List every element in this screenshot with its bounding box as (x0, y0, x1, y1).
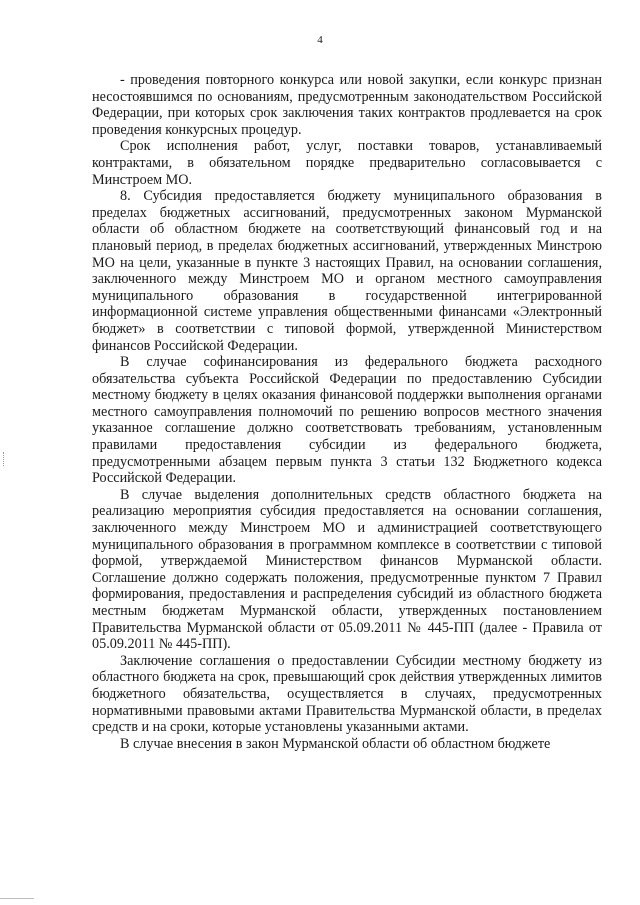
paragraph-repeat-tender: - проведения повторного конкурса или новой закупки, если конкурс признан несостоявшимся по основаниям, предусмотренным законодательством Российской Федерации, при которых срок заключения таких контрактов продлевается на срок проведения конкурсных процедур. (92, 72, 602, 138)
paragraph-law-amendment: В случае внесения в закон Мурманской области об областном бюджете (120, 735, 551, 752)
document-body (92, 72, 602, 752)
paragraph-work-deadline: Срок исполнения работ, услуг, поставки товаров, устанавливаемый контрактами, в обязательном порядке предварительно согласовывается с Минстроем МО. (92, 138, 602, 188)
paragraph-additional-funds: В случае выделения дополнительных средств областного бюджета на реализацию мероприятия субсидия предоставляется на основании соглашения, заключенного между Минстроем МО и администрацией соответствующего муниципального образования в программном комплексе в соответствии с типовой формой, утверждаемой Министерством финансов Мурманской области. Соглашение должно содержать положения, предусмотренные пунктом 7 Правил формирования, предоставления и распределения субсидий из областного бюджета местным бюджетам Мурманской области, утвержденных постановлением Правительства Мурманской области от 05.09.2011 № 445-ПП (далее - Правила от 05.09.2011 № 445-ПП). (92, 486, 602, 653)
scan-bottom-mark (0, 898, 34, 899)
paragraph-federal-cofinancing: В случае софинансирования из федерального бюджета расходного обязательства субъекта Российской Федерации по предоставлению Субсидии местному бюджету в целях оказания финансовой поддержки выполнения органами местного самоуправления полномочий по решению вопросов местного значения указанное соглашение должно соответствовать требованиям, установленным правилами предоставления субсидии из федерального бюджета, предусмотренными абзацем первым пункта 3 статьи 132 Бюджетного кодекса Российской Федерации. (92, 354, 602, 487)
paragraph-clause-8: 8. Субсидия предоставляется бюджету муниципального образования в пределах бюджетных ассигнований, предусмотренных законом Мурманской области об областном бюджете на соответствующий финансовый год и на плановый период, в пределах бюджетных ассигнований, утвержденных Минстрою МО на цели, указанные в пункте 3 настоящих Правил, на основании соглашения, заключенного между Минстроем МО и органом местного самоуправления муниципального образования в государственной интегрированной информационной системе управления общественными финансами «Электронный бюджет» в соответствии с типовой формой, утвержденной Министерством финансов Российской Федерации. (92, 188, 602, 354)
scan-edge-mark (3, 452, 6, 466)
page-number: 4 (317, 34, 323, 46)
paragraph-agreement-term: Заключение соглашения о предоставлении Субсидии местному бюджету из областного бюджета на срок, превышающий срок действия утвержденных лимитов бюджетного обязательства, осуществляется в случаях, предусмотренных нормативными правовыми актами Правительства Мурманской области, в пределах средств и на сроки, которые установлены указанными актами. (92, 652, 602, 736)
